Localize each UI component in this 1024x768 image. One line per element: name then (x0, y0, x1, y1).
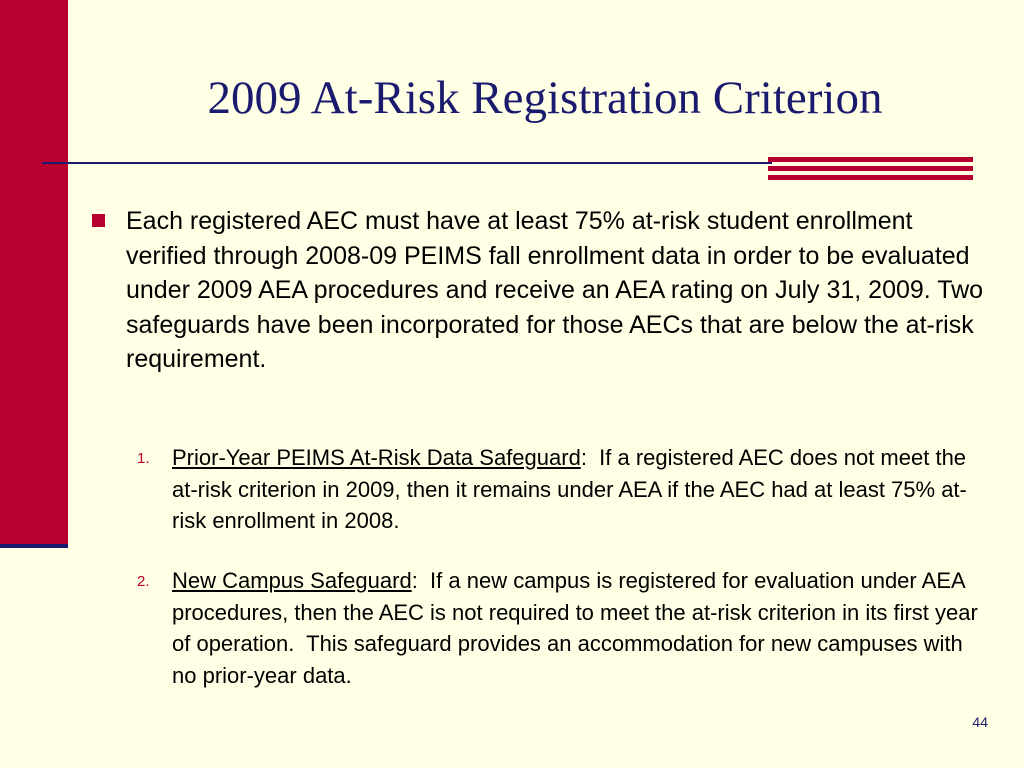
item-body: If a new campus is registered for evaluation under AEA procedures, then the AEC is not required to meet the at-risk criterion in its first year of operation. This safeguard provides an accommodation for new campuses with no prior-year data. (172, 568, 984, 688)
item-number: 1. (137, 450, 150, 467)
item-text (172, 442, 982, 537)
main-bullet (92, 204, 987, 377)
title-accent-stripe (768, 157, 973, 162)
left-accent-underline (0, 544, 68, 548)
title-divider (42, 162, 772, 164)
numbered-item (137, 442, 982, 537)
item-text (172, 565, 982, 691)
title-accent-stripe (768, 166, 973, 171)
item-number: 2. (137, 573, 150, 590)
slide-title: 2009 At-Risk Registration Criterion (207, 72, 883, 124)
left-accent-bar (0, 0, 68, 544)
item-heading: Prior-Year PEIMS At-Risk Data Safeguard (172, 445, 581, 470)
item-separator: : (580, 445, 587, 470)
square-bullet-icon (92, 214, 105, 227)
item-body: If a registered AEC does not meet the at-risk criterion in 2009, then it remains under AEA if the AEC had at least 75% at-risk enrollment in 2008. (172, 445, 973, 533)
item-separator: : (411, 568, 418, 593)
title-accent-stripe (768, 175, 973, 180)
item-heading: New Campus Safeguard (172, 568, 412, 593)
numbered-item (137, 565, 982, 691)
page-number: 44 (972, 714, 988, 730)
main-bullet-text: Each registered AEC must have at least 75% at-risk student enrollment verified through 2008-09 PEIMS fall enrollment data in order to be evaluated under 2009 AEA procedures and receive an AEA rating on July 31, 2009. Two safeguards have been incorporated for those AECs that are below the at-risk requirement. (126, 207, 984, 373)
